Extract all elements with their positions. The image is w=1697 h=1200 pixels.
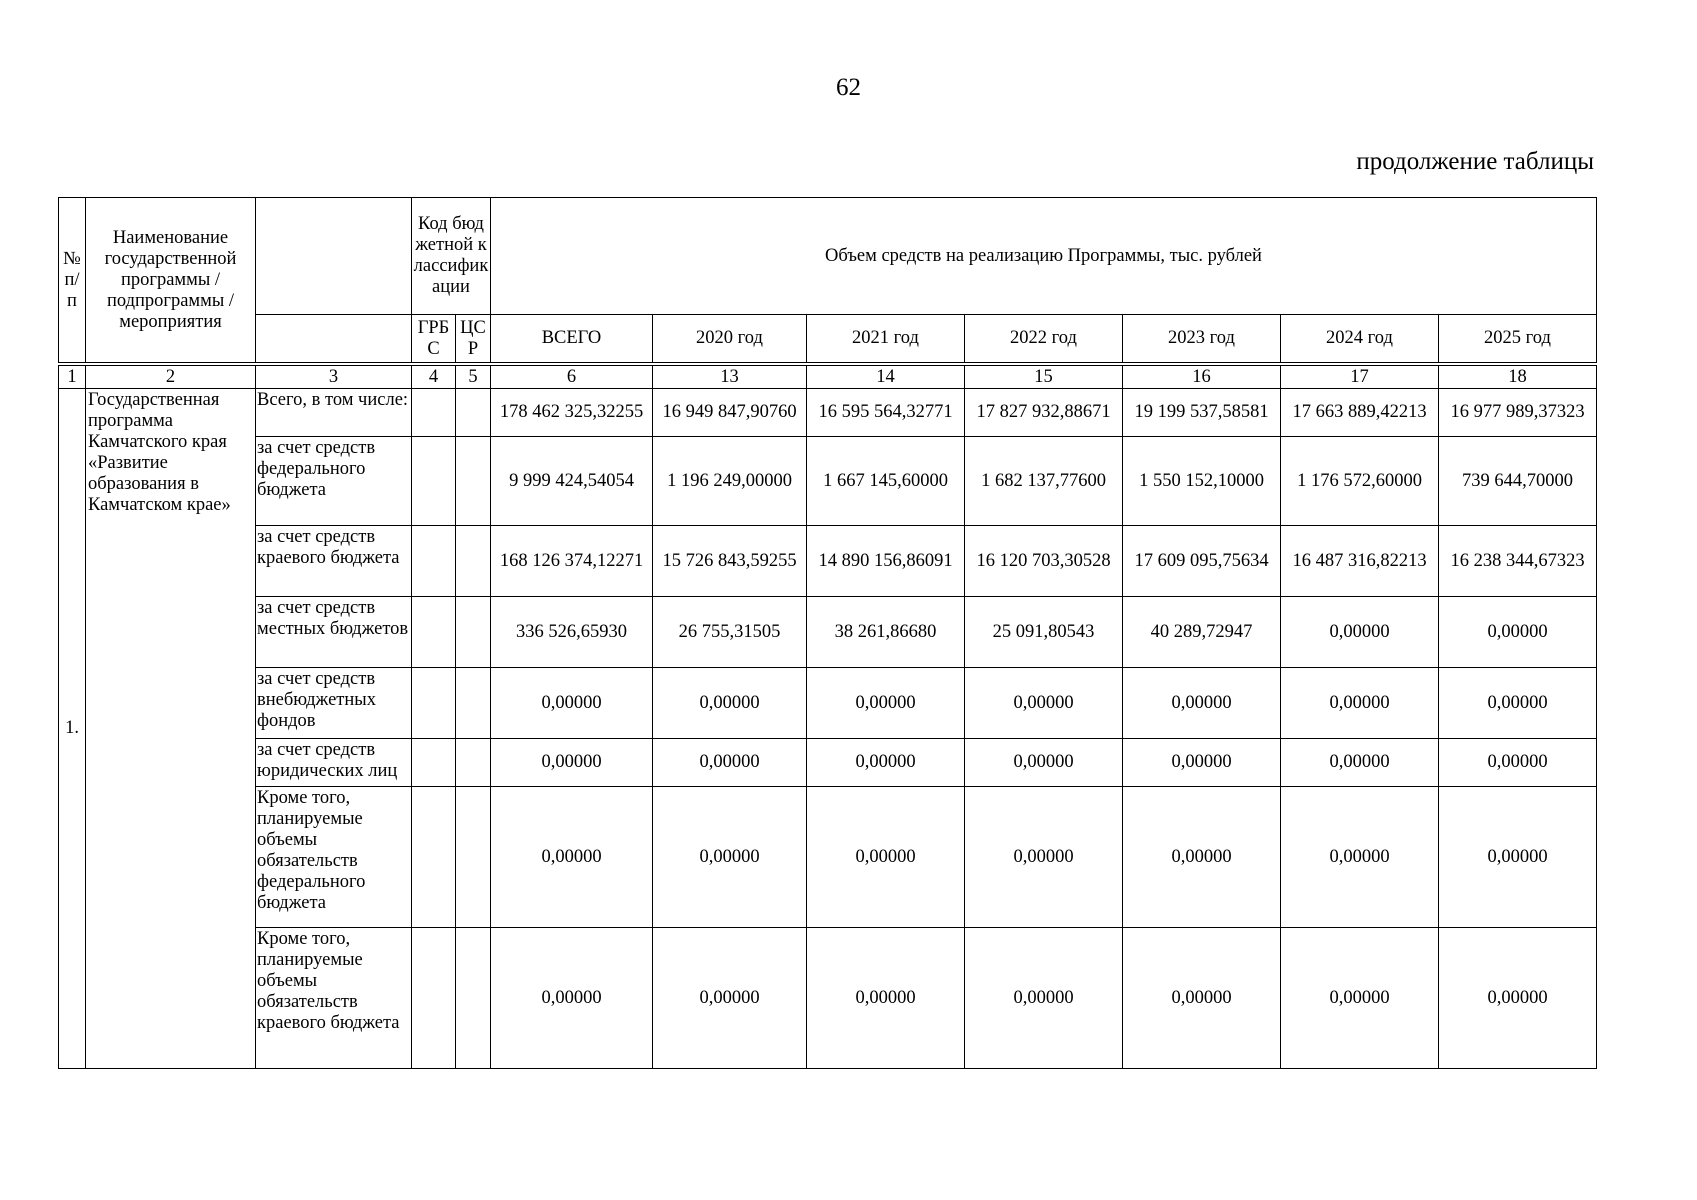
value-cell: 9 999 424,54054 xyxy=(491,437,653,526)
value-cell: 0,00000 xyxy=(1439,668,1597,739)
value-cell: 0,00000 xyxy=(807,739,965,787)
value-cell: 17 609 095,75634 xyxy=(1123,526,1281,597)
header-year-2021: 2021 год xyxy=(807,315,965,363)
value-cell: 0,00000 xyxy=(965,928,1123,1069)
value-cell: 17 663 889,42213 xyxy=(1281,389,1439,437)
value-cell: 0,00000 xyxy=(653,787,807,928)
value-cell: 0,00000 xyxy=(1439,928,1597,1069)
table-row xyxy=(59,668,1597,739)
grbs-cell xyxy=(412,928,456,1069)
grbs-cell xyxy=(412,526,456,597)
value-cell: 16 120 703,30528 xyxy=(965,526,1123,597)
csr-cell xyxy=(456,389,491,437)
value-cell: 1 667 145,60000 xyxy=(807,437,965,526)
value-cell: 1 682 137,77600 xyxy=(965,437,1123,526)
header-num: № п/п xyxy=(59,198,86,363)
value-cell: 0,00000 xyxy=(807,787,965,928)
value-cell: 19 199 537,58581 xyxy=(1123,389,1281,437)
grbs-cell xyxy=(412,437,456,526)
csr-cell xyxy=(456,739,491,787)
value-cell: 0,00000 xyxy=(807,928,965,1069)
grbs-cell xyxy=(412,389,456,437)
csr-cell xyxy=(456,668,491,739)
funding-source: Кроме того, планируемые объемы обязательств краевого бюджета xyxy=(256,928,412,1069)
header-year-2025: 2025 год xyxy=(1439,315,1597,363)
column-number: 16 xyxy=(1123,366,1281,389)
funding-source: Кроме того, планируемые объемы обязательств федерального бюджета xyxy=(256,787,412,928)
value-cell: 0,00000 xyxy=(1439,739,1597,787)
value-cell: 0,00000 xyxy=(1123,928,1281,1069)
value-cell: 0,00000 xyxy=(491,928,653,1069)
header-year-2023: 2023 год xyxy=(1123,315,1281,363)
column-number-row xyxy=(59,366,1597,389)
grbs-cell xyxy=(412,787,456,928)
value-cell: 336 526,65930 xyxy=(491,597,653,668)
table-row xyxy=(59,597,1597,668)
program-number: 1. xyxy=(59,389,86,1069)
value-cell: 1 196 249,00000 xyxy=(653,437,807,526)
grbs-cell xyxy=(412,739,456,787)
grbs-cell xyxy=(412,597,456,668)
program-name: Государственная программа Камчатского края «Развитие образования в Камчатском крае» xyxy=(86,389,256,1069)
value-cell: 0,00000 xyxy=(1281,739,1439,787)
table-row xyxy=(59,437,1597,526)
budget-table xyxy=(58,197,1597,1069)
page-number: 62 xyxy=(836,74,861,101)
value-cell: 0,00000 xyxy=(1281,668,1439,739)
csr-cell xyxy=(456,526,491,597)
column-number: 17 xyxy=(1281,366,1439,389)
value-cell: 0,00000 xyxy=(1123,787,1281,928)
value-cell: 0,00000 xyxy=(1123,739,1281,787)
value-cell: 0,00000 xyxy=(653,739,807,787)
value-cell: 26 755,31505 xyxy=(653,597,807,668)
header-total: ВСЕГО xyxy=(491,315,653,363)
continuation-label: продолжение таблицы xyxy=(1356,148,1594,175)
value-cell: 38 261,86680 xyxy=(807,597,965,668)
value-cell: 25 091,80543 xyxy=(965,597,1123,668)
value-cell: 168 126 374,12271 xyxy=(491,526,653,597)
funding-source: за счет средств федерального бюджета xyxy=(256,437,412,526)
value-cell: 0,00000 xyxy=(1439,787,1597,928)
value-cell: 0,00000 xyxy=(965,787,1123,928)
column-number: 14 xyxy=(807,366,965,389)
value-cell: 16 238 344,67323 xyxy=(1439,526,1597,597)
value-cell: 16 487 316,82213 xyxy=(1281,526,1439,597)
funding-source: за счет средств местных бюджетов xyxy=(256,597,412,668)
table-row xyxy=(59,928,1597,1069)
value-cell: 14 890 156,86091 xyxy=(807,526,965,597)
csr-cell xyxy=(456,787,491,928)
column-number: 6 xyxy=(491,366,653,389)
value-cell: 1 550 152,10000 xyxy=(1123,437,1281,526)
csr-cell xyxy=(456,928,491,1069)
header-name: Наименование государственной программы / подпрограммы / мероприятия xyxy=(86,198,256,363)
table-row xyxy=(59,739,1597,787)
column-number: 2 xyxy=(86,366,256,389)
value-cell: 0,00000 xyxy=(965,668,1123,739)
value-cell: 15 726 843,59255 xyxy=(653,526,807,597)
header-year-2024: 2024 год xyxy=(1281,315,1439,363)
header-grbs: ГРБС xyxy=(412,315,456,363)
column-number: 1 xyxy=(59,366,86,389)
value-cell: 17 827 932,88671 xyxy=(965,389,1123,437)
header-code-group: Код бюджетной классификации xyxy=(412,198,491,315)
funding-source: за счет средств внебюджетных фондов xyxy=(256,668,412,739)
header-source xyxy=(256,198,412,315)
value-cell: 739 644,70000 xyxy=(1439,437,1597,526)
value-cell: 16 595 564,32771 xyxy=(807,389,965,437)
header-source-sub xyxy=(256,315,412,363)
value-cell: 16 977 989,37323 xyxy=(1439,389,1597,437)
funding-source: за счет средств юридических лиц xyxy=(256,739,412,787)
table-row xyxy=(59,389,1597,437)
header-volume-group: Объем средств на реализацию Программы, тыс. рублей xyxy=(491,198,1597,315)
table-row xyxy=(59,787,1597,928)
value-cell: 0,00000 xyxy=(491,787,653,928)
column-number: 5 xyxy=(456,366,491,389)
funding-source: Всего, в том числе: xyxy=(256,389,412,437)
column-number: 3 xyxy=(256,366,412,389)
value-cell: 0,00000 xyxy=(491,668,653,739)
value-cell: 0,00000 xyxy=(1123,668,1281,739)
header-year-2022: 2022 год xyxy=(965,315,1123,363)
grbs-cell xyxy=(412,668,456,739)
value-cell: 0,00000 xyxy=(1281,597,1439,668)
value-cell: 0,00000 xyxy=(807,668,965,739)
value-cell: 16 949 847,90760 xyxy=(653,389,807,437)
value-cell: 0,00000 xyxy=(491,739,653,787)
column-number: 15 xyxy=(965,366,1123,389)
value-cell: 0,00000 xyxy=(653,668,807,739)
value-cell: 0,00000 xyxy=(653,928,807,1069)
funding-source: за счет средств краевого бюджета xyxy=(256,526,412,597)
value-cell: 178 462 325,32255 xyxy=(491,389,653,437)
value-cell: 0,00000 xyxy=(1281,787,1439,928)
header-csr: ЦСР xyxy=(456,315,491,363)
table-row xyxy=(59,526,1597,597)
csr-cell xyxy=(456,437,491,526)
column-number: 18 xyxy=(1439,366,1597,389)
value-cell: 40 289,72947 xyxy=(1123,597,1281,668)
header-year-2020: 2020 год xyxy=(653,315,807,363)
column-number: 4 xyxy=(412,366,456,389)
csr-cell xyxy=(456,597,491,668)
value-cell: 0,00000 xyxy=(965,739,1123,787)
column-number: 13 xyxy=(653,366,807,389)
value-cell: 1 176 572,60000 xyxy=(1281,437,1439,526)
value-cell: 0,00000 xyxy=(1439,597,1597,668)
value-cell: 0,00000 xyxy=(1281,928,1439,1069)
